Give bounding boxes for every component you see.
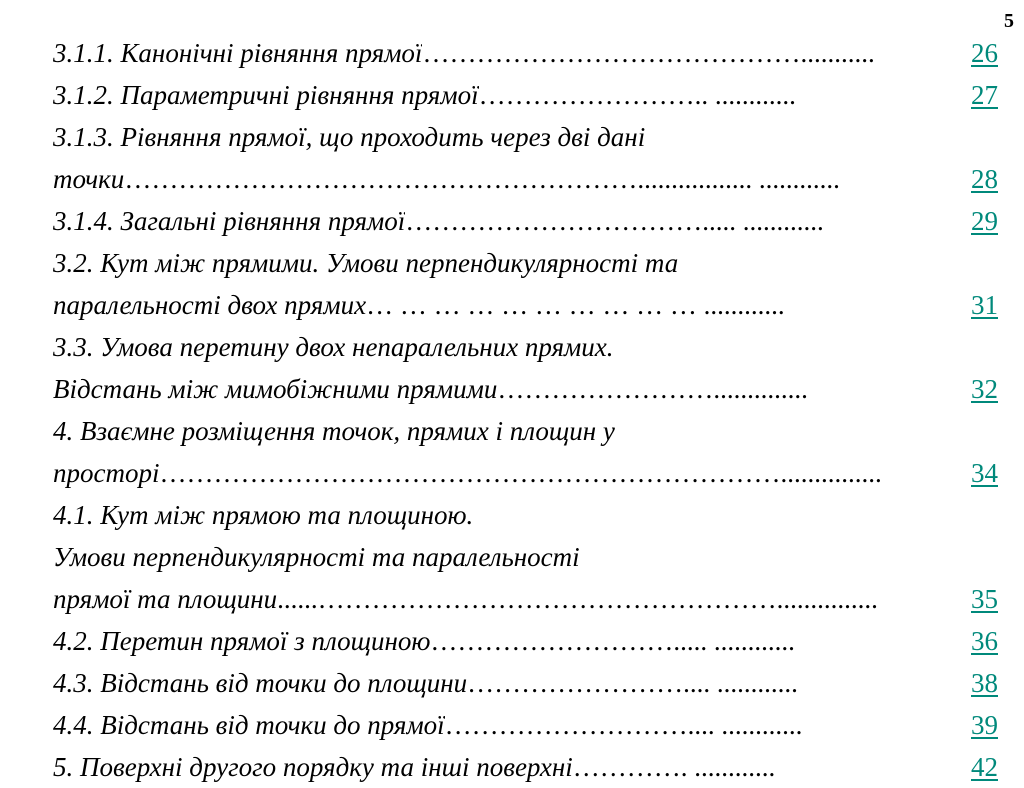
toc-entry-4-line2 — [53, 452, 998, 494]
toc-leader-dots: …………………………………………………................. ............ — [124, 164, 840, 194]
toc-leader-dots: …………. ............ — [572, 752, 776, 782]
toc-leader-dots: ......……………………………………………............... — [277, 584, 878, 614]
toc-page-link[interactable]: 32 — [971, 374, 998, 404]
toc-page-link[interactable]: 42 — [971, 752, 998, 782]
toc-entry-title: 5. Поверхні другого порядку та інші поверхні — [53, 752, 573, 782]
table-of-contents — [53, 32, 998, 788]
toc-entry-3-1-4 — [53, 200, 998, 242]
toc-page-link[interactable]: 28 — [971, 164, 998, 194]
page-number: 5 — [1004, 10, 1014, 32]
toc-entry-4-3 — [53, 662, 998, 704]
toc-entry-title: 3.3. Умова перетину двох непаралельних прямих. — [53, 332, 614, 362]
toc-leader-dots: … … … … … … … … … … ............ — [366, 290, 785, 320]
toc-leader-dots: ……………………….... ............ — [444, 710, 803, 740]
toc-entry-3-1-3-line1 — [53, 116, 998, 158]
toc-page-link[interactable]: 39 — [971, 710, 998, 740]
toc-entry-title: 4.2. Перетин прямої з площиною — [53, 626, 431, 656]
toc-entry-title: 3.1.2. Параметричні рівняння прямої — [53, 80, 479, 110]
toc-entry-title: Відстань між мимобіжними прямими — [53, 374, 498, 404]
toc-entry-3-2-line1 — [53, 242, 998, 284]
toc-entry-title: 4. Взаємне розміщення точок, прямих і площин у — [53, 416, 615, 446]
toc-entry-title: просторі — [53, 458, 160, 488]
toc-entry-3-3-line1 — [53, 326, 998, 368]
toc-entry-title: прямої та площини — [53, 584, 278, 614]
toc-page-link[interactable]: 34 — [971, 458, 998, 488]
toc-page-link[interactable]: 38 — [971, 668, 998, 698]
toc-entry-title: 3.1.4. Загальні рівняння прямої — [53, 206, 406, 236]
toc-entry-title: точки — [53, 164, 125, 194]
toc-entry-title: 3.2. Кут між прямими. Умови перпендикулярності та — [53, 248, 679, 278]
toc-entry-4-2 — [53, 620, 998, 662]
toc-entry-4-1-line1 — [53, 494, 998, 536]
toc-entry-title: 3.1.3. Рівняння прямої, що проходить через дві дані — [53, 122, 646, 152]
toc-leader-dots: …………………….... ............ — [467, 668, 798, 698]
toc-entry-4-line1 — [53, 410, 998, 452]
toc-entry-3-1-2 — [53, 74, 998, 116]
toc-leader-dots: …………………….. ............ — [478, 80, 796, 110]
toc-entry-4-4 — [53, 704, 998, 746]
toc-entry-3-2-line2 — [53, 284, 998, 326]
toc-entry-title: 4.3. Відстань від точки до площини — [53, 668, 468, 698]
toc-page-link[interactable]: 31 — [971, 290, 998, 320]
toc-leader-dots: ……………………………………........... — [422, 38, 875, 68]
toc-leader-dots: ………………………..... ............ — [430, 626, 795, 656]
toc-entry-title: 3.1.1. Канонічні рівняння прямої — [53, 38, 423, 68]
toc-entry-3-1-3-line2 — [53, 158, 998, 200]
toc-entry-title: 4.4. Відстань від точки до прямої — [53, 710, 445, 740]
toc-leader-dots: …………………….............. — [497, 374, 808, 404]
toc-leader-dots: ……………………………..... ............ — [405, 206, 824, 236]
toc-entry-title: Умови перпендикулярності та паралельності — [53, 542, 580, 572]
toc-entry-4-1-line3 — [53, 578, 998, 620]
toc-leader-dots: ……………………………………………………………............... — [159, 458, 882, 488]
toc-entry-3-1-1 — [53, 32, 998, 74]
toc-page-link[interactable]: 36 — [971, 626, 998, 656]
toc-entry-title: 4.1. Кут між прямою та площиною. — [53, 500, 474, 530]
toc-entry-5 — [53, 746, 998, 788]
toc-page-link[interactable]: 29 — [971, 206, 998, 236]
toc-page-link[interactable]: 27 — [971, 80, 998, 110]
toc-page-link[interactable]: 26 — [971, 38, 998, 68]
toc-page-link[interactable]: 35 — [971, 584, 998, 614]
toc-entry-4-1-line2 — [53, 536, 998, 578]
toc-entry-title: паралельності двох прямих — [53, 290, 367, 320]
toc-entry-3-3-line2 — [53, 368, 998, 410]
